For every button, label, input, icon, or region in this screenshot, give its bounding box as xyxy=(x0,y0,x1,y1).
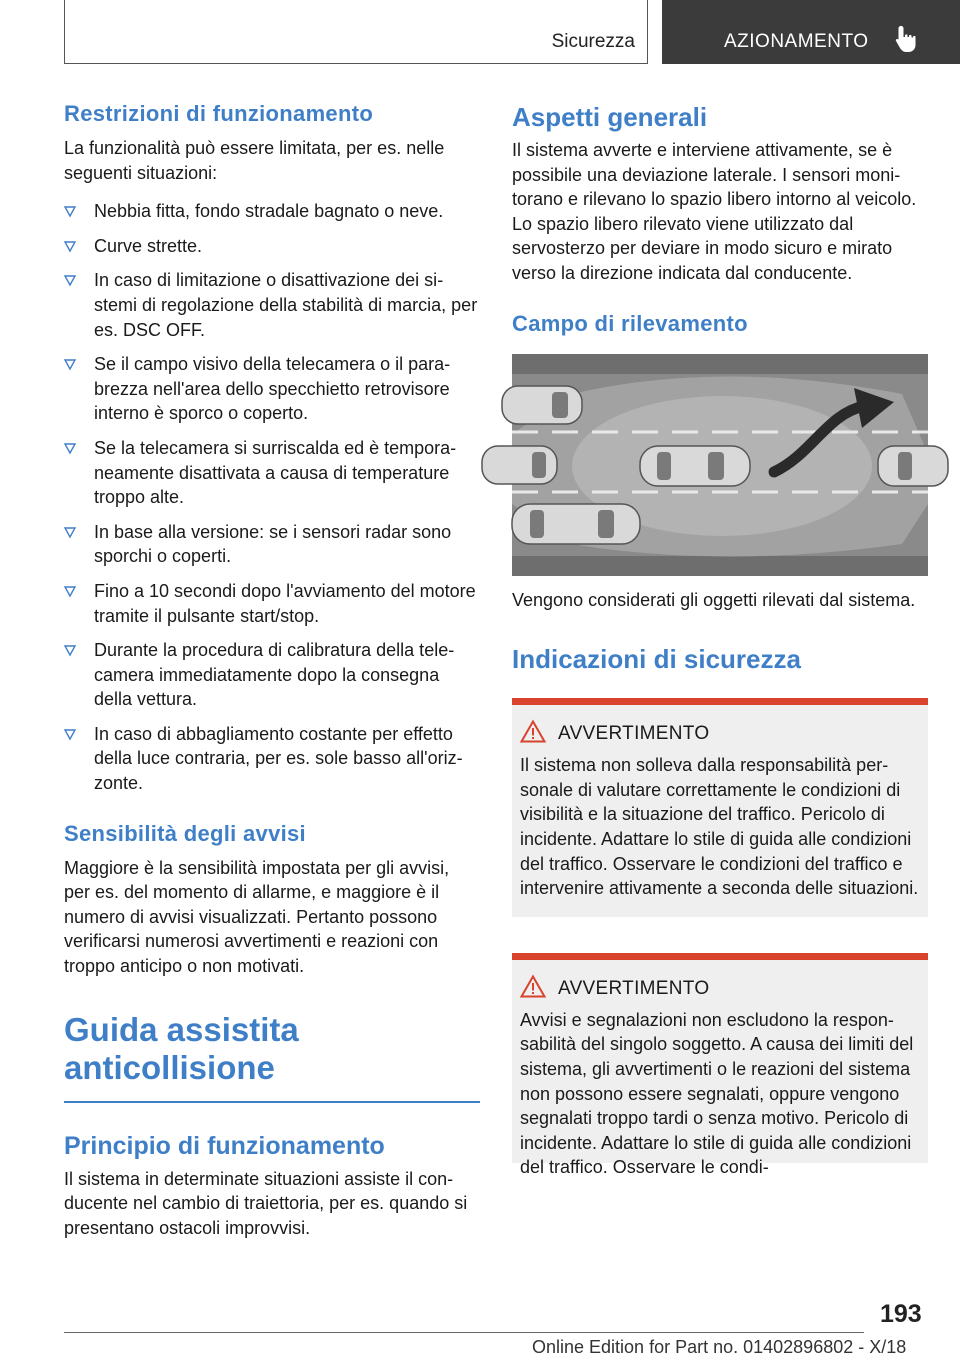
warning-text-2: Avvisi e segnalazioni non escludono la responsabilità del singolo soggetto. A causa dei limiti del sistema, gli avvertimenti o le reazioni del sistema non possono essere segnalati, oppure vengono segnalati troppo tardi o senza motivo. Pericolo di incidente. Adattare lo stile di guida alle condizioni del traffico. Osservare le condi- xyxy=(520,1009,914,1178)
restriction-item xyxy=(64,234,480,259)
sensitivity-text: Maggiore è la sensibilità impostata per gli avvisi, per es. del momento di allarme, e maggiore è il numero di avvisi visualizzati. Pertanto possono verificarsi numerosi avvertimenti e reazioni con troppo anticipo o non motivati. xyxy=(64,857,450,977)
warning-box-1 xyxy=(512,698,928,917)
restriction-item xyxy=(64,352,480,426)
restriction-item-text: Se il campo visivo della telecamera o il parabrezza nell'area dello specchietto retrovisore interno è sporco o coperto. xyxy=(94,354,451,424)
warning-title-1 xyxy=(558,723,920,745)
left-column xyxy=(64,100,480,1240)
hand-pointer-icon xyxy=(894,24,922,54)
warning-bar xyxy=(512,698,928,705)
detection-area-illustration xyxy=(512,354,928,576)
restriction-item xyxy=(64,199,480,224)
bullet-triangle-icon xyxy=(64,729,76,740)
header-chapter-label: AZIONAMENTO xyxy=(724,31,869,52)
right-column xyxy=(512,100,928,1178)
restriction-item xyxy=(64,436,480,510)
footer-edition: Online Edition for Part no. 01402896802 - X/18 xyxy=(532,1337,907,1357)
general-text: Il sistema avverte e interviene attivamente, se è possibile una deviazione laterale. I sensori monitorano e rilevano lo spazio libero intorno al veicolo. Lo spazio libero rilevato viene utilizzato dal servosterzo per deviare in modo sicuro e mirato verso la direzione indicata dal conducente. xyxy=(512,140,917,283)
restriction-item-text: Nebbia fitta, fondo stradale bagnato o neve. xyxy=(94,201,444,222)
bullet-triangle-icon xyxy=(64,241,76,252)
restriction-item xyxy=(64,638,480,712)
restrictions-heading: Restrizioni di funzionamento xyxy=(64,101,374,126)
warning-title-2 xyxy=(558,978,920,1000)
bullet-triangle-icon xyxy=(64,645,76,656)
general-heading: Aspetti generali xyxy=(512,102,708,132)
restriction-item xyxy=(64,579,480,628)
warning-triangle-icon xyxy=(520,975,546,998)
bullet-triangle-icon xyxy=(64,275,76,286)
restrictions-intro: La funzionalità può essere limitata, per es. nelle seguenti situazioni: xyxy=(64,138,445,183)
header-section-box xyxy=(64,0,648,64)
restriction-item-text: In caso di abbagliamento costante per effetto della luce contraria, per es. sole basso all'orizzonte. xyxy=(94,723,463,794)
principle-heading: Principio di funzionamento xyxy=(64,1131,385,1160)
principle-text: Il sistema in determinate situazioni assiste il conducente nel cambio di traiettoria, per es. quando si presentano ostacoli improvvisi. xyxy=(64,1168,468,1238)
warning-title-text-2: AVVERTIMENTO xyxy=(558,977,710,999)
bullet-triangle-icon xyxy=(64,527,76,538)
sensitivity-heading: Sensibilità degli avvisi xyxy=(64,820,306,846)
warning-text-1: Il sistema non solleva dalla responsabilità personale di valutare correttamente le condizioni di visibilità e la situazione del traffico. Pericolo di incidente. Adattare lo stile di guida alle condizioni del traffico. Osservare le condizioni del traffico e intervenire attivamente a seconda delle situazioni. xyxy=(520,755,919,899)
bullet-triangle-icon xyxy=(64,586,76,597)
chapter-title xyxy=(64,1011,480,1087)
bullet-triangle-icon xyxy=(64,443,76,454)
warning-title-text-1: AVVERTIMENTO xyxy=(558,723,710,745)
warning-bar xyxy=(512,953,928,960)
header-section-label: Sicurezza xyxy=(551,31,635,52)
restriction-item-text: Se la telecamera si surriscalda ed è temporaneamente disattivata a causa di temperature troppo alte. xyxy=(94,437,457,508)
restriction-item-text: In base alla versione: se i sensori radar sono sporchi o coperti. xyxy=(94,521,452,567)
warning-triangle-icon xyxy=(520,720,546,743)
detection-heading: Campo di rilevamento xyxy=(512,310,748,336)
header-chapter-tab xyxy=(662,0,960,64)
restriction-item-text: In caso di limitazione o disattivazione dei sistemi di regolazione della stabilità di marcia, per es. DSC OFF. xyxy=(94,270,478,340)
restriction-item-text: Curve strette. xyxy=(94,235,203,256)
bullet-triangle-icon xyxy=(64,359,76,370)
footer-rule xyxy=(64,1332,864,1333)
restriction-item-text: Fino a 10 secondi dopo l'avviamento del motore tramite il pulsante start/stop. xyxy=(94,580,476,626)
page-number: 193 xyxy=(880,1300,922,1328)
restriction-item xyxy=(64,722,480,796)
restriction-item xyxy=(64,268,480,342)
chapter-title-rule xyxy=(64,1101,480,1103)
restriction-item-text: Durante la procedura di calibratura della telecamera immediatamente dopo la consegna della vettura. xyxy=(94,640,455,710)
chapter-title-line2: anticollisione xyxy=(64,1048,275,1086)
detection-area-diagram xyxy=(512,354,928,576)
bullet-triangle-icon xyxy=(64,206,76,217)
diagram-caption: Vengono considerati gli oggetti rilevati dal sistema. xyxy=(512,589,916,610)
safety-heading: Indicazioni di sicurezza xyxy=(512,644,801,675)
restrictions-list xyxy=(64,199,480,795)
chapter-title-line1: Guida assistita xyxy=(64,1010,299,1048)
warning-box-2 xyxy=(512,953,928,1178)
restriction-item xyxy=(64,520,480,569)
